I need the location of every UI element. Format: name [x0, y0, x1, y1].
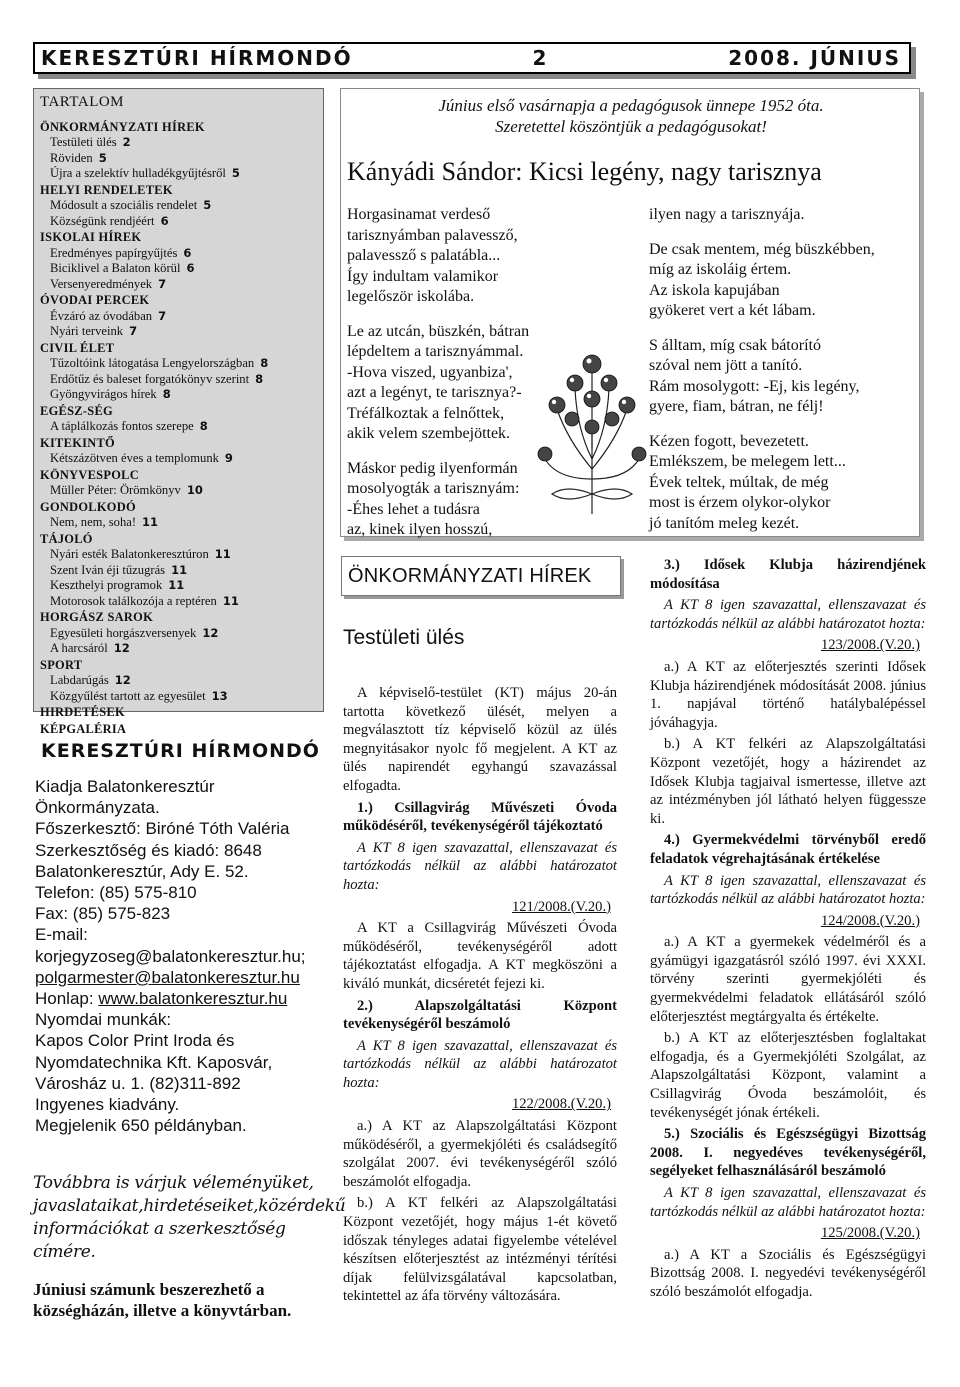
toc-page-number: 12: [113, 641, 130, 655]
impressum: [33, 730, 324, 1150]
article-title: Testületi ülés: [343, 626, 465, 649]
homepage-link[interactable]: www.balatonkeresztur.hu: [98, 989, 288, 1009]
toc-section-heading[interactable]: [40, 404, 317, 420]
poem-line: Így indultam valamikor: [347, 267, 499, 285]
vote-text: A KT 8 igen szavazattal, ellenszavazat és tartózkodás nélkül az alábbi határozatot hozta:: [343, 839, 617, 893]
page-number: 2: [532, 46, 549, 70]
poem-line: most is érzem olykor-olykor: [649, 494, 831, 511]
poem-line: Horgasinamat verdeső: [347, 206, 491, 223]
resolution-ref: [343, 898, 617, 917]
impressum-line: Ingyenes kiadvány.: [35, 1095, 180, 1115]
poem-left-column: [347, 205, 529, 555]
impressum-line: Telefon: (85) 575-810: [35, 883, 197, 903]
toc-page-number: 12: [202, 625, 219, 640]
toc-entry[interactable]: [40, 578, 317, 594]
stanza: [649, 205, 875, 226]
poem-line: szóval nem jött a tanító.: [649, 357, 803, 374]
agenda-heading: 5.) Szociális és Egészségügyi Bizottság 2008. I. negyedéves tevékenységéről, segélyeket felhasználásáról beszámoló: [650, 1126, 926, 1180]
toc-entry[interactable]: [40, 547, 317, 563]
poem-line: gyökeret vert a két lábam.: [649, 302, 816, 319]
toc-page-number: 13: [211, 688, 228, 703]
toc-section-heading[interactable]: [40, 341, 317, 357]
poem-line: az, kinek ilyen hosszú,: [347, 521, 493, 538]
toc-entry[interactable]: [40, 214, 317, 230]
toc-entry[interactable]: [40, 198, 317, 214]
toc-page-number: 9: [224, 451, 233, 465]
resolution-number: 123/2008.(V.20.): [820, 637, 920, 654]
stanza: [649, 240, 875, 322]
flower-bouquet-icon: [537, 319, 647, 519]
impressum-line: Kiadja Balatonkeresztúr: [35, 777, 215, 796]
homepage-label: Honlap:: [35, 989, 99, 1009]
poem-line: legelőször iskolába.: [347, 288, 475, 305]
impressum-line: Városház u. 1. (82)311-892: [35, 1073, 241, 1093]
poem-line: azt a legényt, te tarisznya?-: [347, 384, 522, 401]
toc-page-number: 10: [186, 483, 203, 497]
vote-text: A KT 8 igen szavazattal, ellenszavazat és tartózkodás nélkül az alábbi határozatot hozta:: [650, 597, 926, 632]
toc-entry-label: Szent Iván éji tűzugrás: [50, 562, 166, 577]
newspaper-title: KERESZTÚRI HÍRMONDÓ: [41, 46, 353, 70]
poem-line: Rám mosolygott: -Ej, kis legény,: [649, 377, 860, 395]
stanza: [649, 432, 875, 535]
poem-line: -Éhes lehet a tudásra: [347, 500, 480, 518]
poem-line: Tréfálkoztak a felnőttek,: [347, 404, 505, 422]
vote-text: A KT 8 igen szavazattal, ellenszavazat és tartózkodás nélkül az alábbi határozatot hozta:: [650, 872, 926, 908]
article-column-right: [650, 556, 926, 1305]
poem-line: mosolyogták a tarisznyám:: [347, 480, 520, 497]
toc-section-label: TÁJOLÓ: [40, 531, 93, 546]
impressum-line: Önkormányzata.: [35, 798, 160, 818]
impressum-title: KERESZTÚRI HÍRMONDÓ: [41, 740, 320, 762]
poem-line: ilyen nagy a tarisznyája.: [649, 206, 805, 223]
toc-section-label: HORGÁSZ SAROK: [40, 610, 154, 624]
resolution-number: 125/2008.(V.20.): [820, 1225, 920, 1242]
toc-entry-label: Biciklivel a Balaton körül: [50, 261, 181, 275]
poem-line: Évek teltek, múltak, de még: [649, 473, 829, 491]
toc-entry-label: Gyöngyvirágos hírek: [50, 387, 157, 401]
paragraph: A KT a Csillagvirág Művészeti Óvoda működéséről, tevékenységéről adott tájékoztatást elfogadja. A KT megköszöni a kiváló munkát, dicséretét fejezi ki.: [343, 920, 617, 992]
page-header: [33, 42, 911, 74]
toc-page-number: 7: [158, 276, 167, 291]
resolution-ref: [650, 912, 926, 931]
toc-section-heading[interactable]: [40, 436, 317, 452]
toc-entry[interactable]: [40, 261, 317, 277]
toc-entry[interactable]: [40, 451, 317, 467]
toc-entry-label: Tűzoltóink látogatása Lengyelországban: [50, 356, 255, 370]
vote-text: A KT 8 igen szavazattal, ellenszavazat és tartózkodás nélkül az alábbi határozatot hozta:: [343, 1037, 617, 1091]
toc-section-heading[interactable]: [40, 293, 317, 309]
poem-line: Le az utcán, büszkén, bátran: [347, 322, 530, 340]
toc-page-number: 11: [168, 578, 185, 592]
paragraph: b.) A KT felkéri az Alapszolgáltatási Központ vezetőjét, hogy a házirendet az Idősek Klubja tagjaival ismertesse, illetve azt az intézményben jól látható helyen függessze ki.: [650, 736, 926, 827]
toc-section-label: ÓVODAI PERCEK: [40, 293, 150, 307]
toc-entry[interactable]: [40, 689, 317, 705]
toc-entry-label: Röviden: [50, 150, 93, 165]
impressum-line: Főszerkesztő: Biróné Tóth Valéria: [35, 819, 290, 839]
impressum-line: Kapos Color Print Iroda és: [35, 1031, 235, 1051]
toc-section-label: HELYI RENDELETEK: [40, 182, 173, 197]
poem-line: míg az iskoláig értem.: [649, 261, 792, 278]
toc-entry-label: Nem, nem, soha!: [50, 515, 137, 529]
toc-section-label: KITEKINTŐ: [40, 435, 115, 450]
toc-entry[interactable]: [40, 626, 317, 642]
toc-entry[interactable]: [40, 673, 317, 689]
impressum-line: E-mail:: [35, 925, 88, 945]
impressum-line: Megjelenik 650 példányban.: [35, 1116, 247, 1136]
poem-line: gyere, fiam, bátran, ne félj!: [649, 398, 824, 415]
poem-box: [340, 88, 920, 537]
section-banner: ÖNKORMÁNYZATI HÍREK: [341, 556, 621, 596]
toc-entry-label: Nyári terveink: [50, 324, 124, 338]
resolution-ref: [650, 636, 926, 655]
toc-section-label: ISKOLAI HÍREK: [40, 230, 142, 244]
toc-page-number: 5: [231, 166, 240, 180]
stanza: [347, 205, 529, 308]
toc-list: [40, 120, 317, 738]
poem-line: Máskor pedig ilyenformán: [347, 459, 518, 477]
toc-entry[interactable]: [40, 151, 317, 167]
poem-line: -Hova viszed, ugyanbiza',: [347, 363, 513, 381]
email-link-2[interactable]: polgarmester@balatonkeresztur.hu: [35, 967, 300, 987]
poem-line: Kézen fogott, bevezetett.: [649, 432, 809, 450]
impressum-line: Fax: (85) 575-823: [35, 904, 171, 924]
toc-entry[interactable]: [40, 324, 317, 340]
table-of-contents: [33, 88, 324, 736]
toc-entry[interactable]: [40, 483, 317, 499]
toc-section-heading[interactable]: [40, 610, 317, 626]
toc-entry[interactable]: [40, 641, 317, 657]
teachers-day-line-2: Szeretettel köszöntjük a pedagógusokat!: [495, 117, 767, 136]
toc-section-heading[interactable]: [40, 532, 317, 548]
toc-page-number: 7: [158, 308, 167, 323]
resolution-number: 122/2008.(V.20.): [511, 1096, 611, 1113]
toc-entry-label: Községünk rendjéért: [50, 213, 155, 228]
paragraph: a.) A KT az előterjesztés szerinti Idősek Klubja házirendjének módosítását 2008. június 1. napjával történő hatálybalépéssel jóváhagyja.: [650, 658, 926, 731]
toc-section-heading[interactable]: [40, 658, 317, 674]
toc-entry[interactable]: [40, 515, 317, 531]
teachers-day-line-1: Június első vasárnapja a pedagógusok ünnepe 1952 óta.: [438, 96, 824, 115]
toc-entry-label: Müller Péter: Örömkönyv: [50, 483, 181, 497]
toc-page-number: 8: [255, 371, 264, 386]
toc-entry-label: Egyesületi horgászversenyek: [50, 625, 197, 640]
toc-entry-label: Közgyűlést tartott az egyesület: [50, 688, 206, 703]
resolution-number: 124/2008.(V.20.): [820, 912, 920, 929]
toc-entry[interactable]: [40, 594, 317, 610]
issue-date: 2008. JÚNIUS: [728, 46, 901, 70]
toc-entry-label: Nyári esték Balatonkeresztúron: [50, 547, 209, 561]
toc-entry[interactable]: [40, 563, 317, 579]
toc-section-label: CIVIL ÉLET: [40, 340, 115, 355]
toc-entry[interactable]: [40, 246, 317, 262]
teachers-day-note: [341, 95, 921, 137]
toc-entry-label: Erdőtűz és baleset forgatókönyv szerint: [50, 371, 250, 386]
impressum-line: Balatonkeresztúr, Ady E. 52.: [35, 861, 249, 881]
agenda-heading: 2.) Alapszolgáltatási Központ tevékenységéről beszámoló: [343, 997, 617, 1033]
toc-section-heading[interactable]: [40, 468, 317, 484]
vote-text: A KT 8 igen szavazattal, ellenszavazat és tartózkodás nélkül az alábbi határozatot hozta:: [650, 1185, 926, 1220]
toc-section-label: ÖNKORMÁNYZATI HÍREK: [40, 119, 205, 134]
toc-entry[interactable]: [40, 166, 317, 182]
toc-page-number: 5: [203, 198, 212, 212]
toc-page-number: 7: [129, 324, 138, 338]
stanza: [347, 459, 529, 541]
agenda-heading: 4.) Gyermekvédelmi törvényből eredő feladatok végrehajtásának értékelése: [650, 832, 926, 867]
toc-entry[interactable]: [40, 309, 317, 325]
toc-entry-label: Eredményes papírgyűjtés: [50, 245, 178, 260]
paragraph: a.) A KT a Szociális és Egészségügyi Bizottság 2008. I. negyedévi tevékenységéről szóló beszámolót elfogadja.: [650, 1246, 926, 1300]
paragraph: b.) A KT felkéri az Alapszolgáltatási Központ vezetőjét, hogy május 1-ét követő időszak tényleges adatai figyelembe vételével készítsen előterjesztést az intézményi térítési díjak felülvizsgálatával kapcsolatban, tekintettel az áfa törvény változására.: [343, 1195, 617, 1305]
poem-line: De csak mentem, még büszkébben,: [649, 240, 875, 258]
poem-line: lépdeltem a tarisznyámmal.: [347, 343, 524, 360]
homepage-line: [35, 988, 322, 1009]
toc-entry[interactable]: [40, 387, 317, 403]
toc-page-number: 11: [222, 593, 239, 608]
poem-title: Kányádi Sándor: Kicsi legény, nagy tarisznya: [347, 157, 822, 186]
poem-right-column: [649, 205, 875, 548]
toc-entry[interactable]: [40, 135, 317, 151]
toc-page-number: 6: [160, 213, 169, 228]
toc-page-number: 6: [183, 245, 192, 260]
poem-line: Az iskola kapujában: [649, 281, 780, 299]
poem-line: tarisznyámban palavessző,: [347, 226, 518, 244]
impressum-line: Szerkesztőség és kiadó: 8648: [35, 840, 262, 860]
toc-entry-label: Versenyeredmények: [50, 276, 153, 291]
toc-entry-label: Újra a szelektív hulladékgyűjtésről: [50, 166, 226, 180]
toc-entry-label: Keszthelyi programok: [50, 578, 163, 592]
toc-entry-label: A táplálkozás fontos szerepe: [50, 419, 194, 433]
invitation-text: Továbbra is várjuk véleményüket, javaslataikat,hirdetéseiket,közérdekű információkat a szerkesztőség címére.: [33, 1173, 346, 1262]
resolution-ref: [650, 1224, 926, 1243]
toc-entry[interactable]: [40, 372, 317, 388]
toc-page-number: 11: [214, 547, 231, 561]
paragraph: a.) A KT a gyermekek védelméről és a gyámügyi igazgatásról szóló 1997. évi XXXI. törvény szerinti gyermekjóléti és gyermekvédelmi feladatok ellátásáról szóló előterjesztést megtárgyalta és értékelte.: [650, 934, 926, 1025]
toc-section-heading[interactable]: [40, 705, 317, 721]
toc-page-number: 8: [260, 356, 269, 370]
impressum-line: Nyomdatechnika Kft. Kaposvár,: [35, 1052, 273, 1072]
toc-section-label: KÖNYVESPOLC: [40, 467, 139, 482]
poem-line: S álltam, míg csak bátorító: [649, 336, 821, 354]
toc-page-number: 8: [162, 387, 171, 401]
toc-page-number: 12: [114, 673, 131, 687]
reader-invitation: [33, 1172, 346, 1340]
toc-page-number: 2: [122, 135, 131, 149]
agenda-heading: 1.) Csillagvirág Művészeti Óvoda működéséről, tevékenységéről tájékoztató: [343, 799, 617, 835]
stanza: [649, 336, 875, 418]
toc-page-number: 5: [98, 150, 107, 165]
article-column-left: [343, 684, 617, 1309]
toc-entry-label: Kétszázötven éves a templomunk: [50, 451, 219, 465]
toc-section-heading[interactable]: [40, 183, 317, 199]
toc-entry[interactable]: [40, 277, 317, 293]
toc-page-number: 11: [142, 515, 159, 529]
impressum-body: [35, 776, 322, 1136]
agenda-heading: 3.) Idősek Klubja házirendjének módosítása: [650, 557, 926, 592]
toc-entry[interactable]: [40, 356, 317, 372]
toc-entry-label: A harcsáról: [50, 641, 108, 655]
poem-line: akik velem szembejöttek.: [347, 425, 511, 442]
stanza: [347, 322, 529, 445]
toc-section-label: SPORT: [40, 657, 83, 672]
poem-line: palavessző s palatábla...: [347, 247, 501, 264]
toc-entry-label: Módosult a szociális rendelet: [50, 198, 198, 212]
paragraph: a.) A KT az Alapszolgáltatási Központ működéséről, a gyermekjóléti és családsegítő szolgálat 2007. évi tevékenységéről szóló beszámolót elfogadja.: [343, 1118, 617, 1190]
poem-line: jó tanítóm meleg kezét.: [649, 514, 800, 532]
toc-section-label: HIRDETÉSEK: [40, 705, 125, 719]
resolution-ref: [343, 1095, 617, 1114]
toc-title: TARTALOM: [40, 94, 125, 110]
toc-entry-label: Évzáró az óvodában: [50, 308, 153, 323]
paragraph: A képviselő-testület (KT) május 20-án tartotta következő ülését, melyen a megválasztott tíz képviselő közül az ülés megnyitásakor nyolc fő megjelent. A KT az ülés napirendét egyhangú szavazással elfogadta.: [343, 685, 617, 794]
poem-line: Emlékszem, be melegem lett...: [649, 453, 846, 470]
impressum-line: Nyomdai munkák:: [35, 1010, 172, 1030]
availability-note: Júniusi számunk beszerezhető a községházán, illetve a könyvtárban.: [33, 1280, 292, 1320]
paragraph: b.) A KT az előterjesztésben foglaltakat elfogadja, és a Gyermekjóléti Szolgálat, az Alapszolgáltatási Központ, valamint a Csillagvirág Óvoda beszámolóit, és tevékenységét jónak értékeli.: [650, 1030, 926, 1121]
toc-entry-label: Testületi ülés: [50, 135, 117, 149]
toc-entry-label: Motorosok találkozója a reptéren: [50, 593, 217, 608]
toc-page-number: 8: [199, 419, 208, 433]
toc-section-label: EGÉSZ-SÉG: [40, 403, 113, 418]
toc-section-label: GONDOLKODÓ: [40, 499, 136, 514]
toc-entry-label: Labdarúgás: [50, 673, 109, 687]
toc-page-number: 11: [171, 562, 188, 577]
toc-entry[interactable]: [40, 419, 317, 435]
resolution-number: 121/2008.(V.20.): [511, 898, 611, 915]
toc-section-heading[interactable]: [40, 120, 317, 136]
toc-section-heading[interactable]: [40, 500, 317, 516]
email-link-1[interactable]: korjegyzoseg@balatonkeresztur.hu;: [35, 946, 306, 966]
toc-page-number: 6: [186, 261, 195, 275]
toc-section-label: KÉPGALÉRIA: [40, 721, 127, 736]
toc-section-heading[interactable]: [40, 230, 317, 246]
